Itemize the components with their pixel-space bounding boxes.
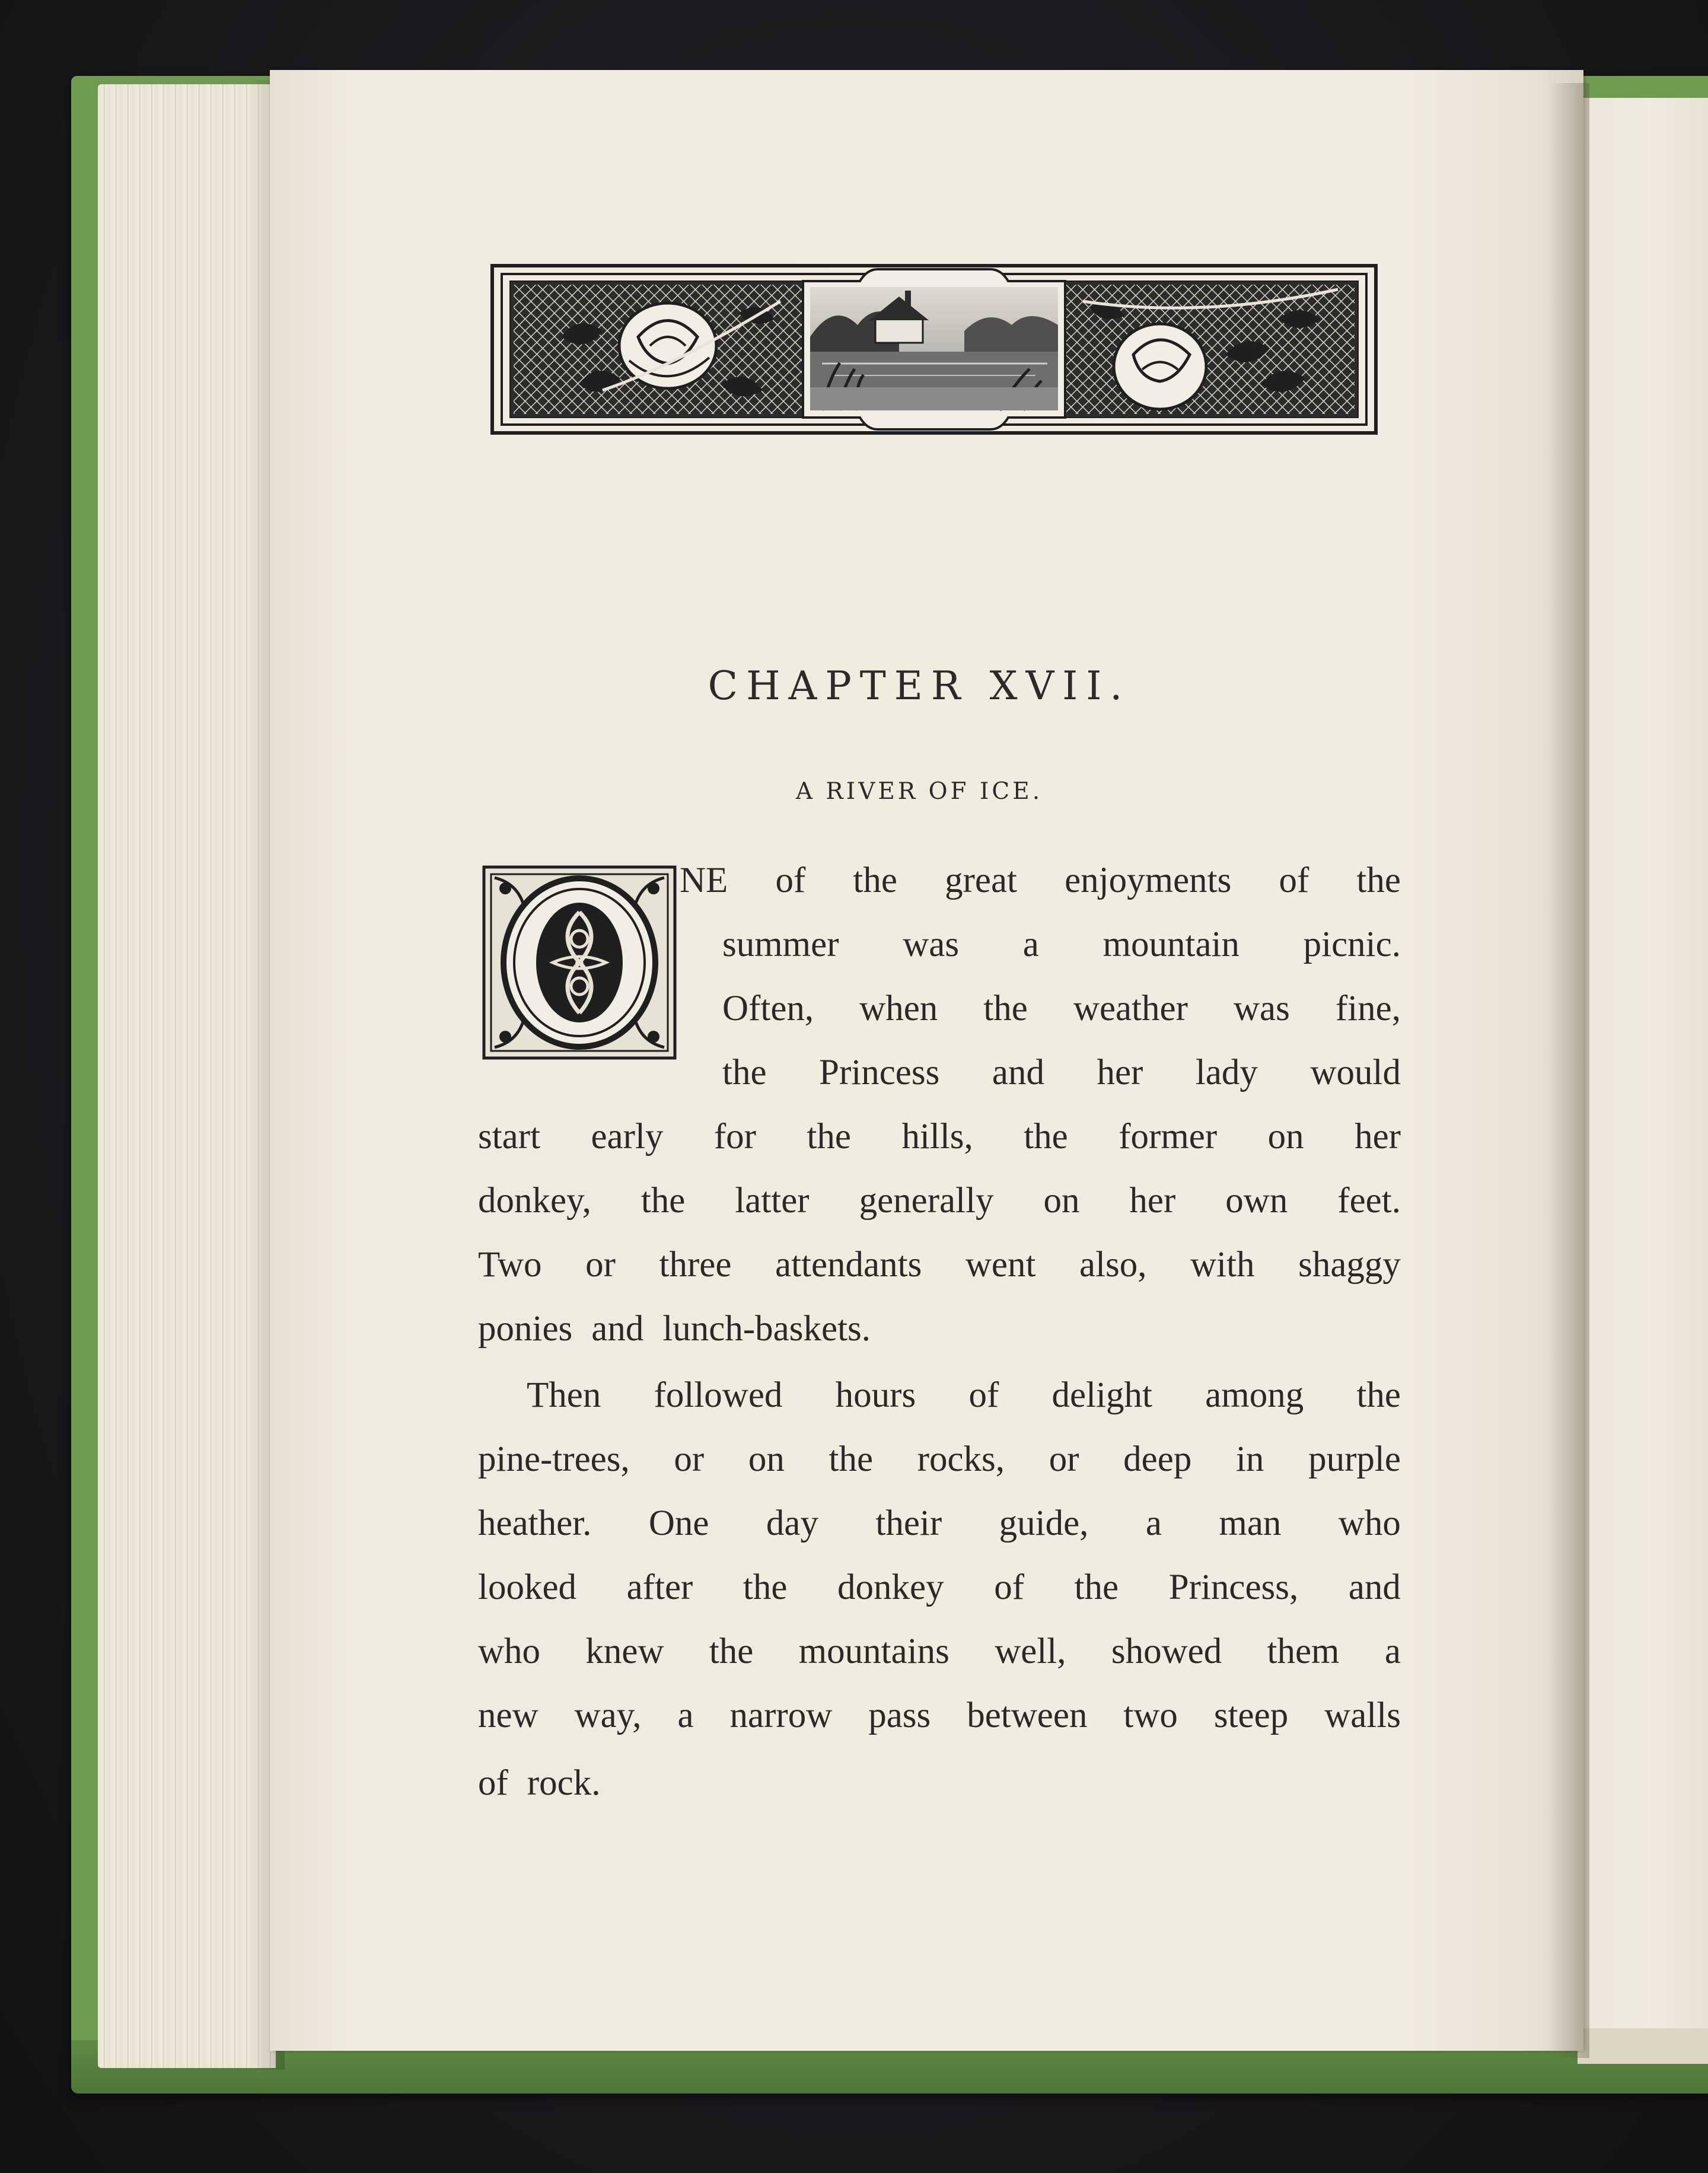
word: showed	[1111, 1632, 1222, 1671]
word: of	[968, 1375, 999, 1415]
drop-cap-initial	[482, 865, 677, 1060]
word: the	[1074, 1567, 1119, 1607]
word: Princess,	[1168, 1567, 1299, 1607]
word: lunch-baskets.	[662, 1309, 871, 1349]
word: donkey	[837, 1567, 944, 1607]
word: followed	[654, 1375, 783, 1415]
word: way,	[574, 1696, 642, 1735]
word: the	[1356, 861, 1401, 900]
word: NE	[680, 861, 728, 900]
word: would	[1310, 1053, 1401, 1092]
word: with	[1190, 1245, 1255, 1285]
word: a	[1022, 925, 1039, 964]
word: of	[478, 1763, 508, 1803]
chapter-subtitle: A RIVER OF ICE.	[795, 778, 1043, 805]
text-line	[478, 1244, 1401, 1292]
text-line	[478, 1439, 1401, 1486]
word: weather	[1073, 989, 1188, 1028]
word: a	[1145, 1503, 1162, 1543]
word: was	[903, 925, 960, 964]
word: generally	[859, 1181, 994, 1221]
word: on	[1267, 1117, 1304, 1156]
word: on	[1043, 1181, 1080, 1221]
word: heather.	[478, 1503, 592, 1543]
word: her	[1129, 1181, 1176, 1221]
word: on	[748, 1439, 785, 1479]
word: early	[591, 1117, 664, 1156]
word: shaggy	[1298, 1245, 1401, 1285]
text-line	[722, 1052, 1401, 1100]
text-line	[478, 1763, 1401, 1810]
word: their	[875, 1503, 942, 1543]
word: of	[775, 861, 806, 900]
word: the	[983, 989, 1028, 1028]
word: them	[1267, 1632, 1340, 1671]
word: delight	[1051, 1375, 1152, 1415]
word: knew	[585, 1632, 664, 1671]
word: the	[709, 1632, 754, 1671]
word: Two	[478, 1245, 542, 1285]
word: the	[853, 861, 897, 900]
page-gutter-shadow	[1548, 83, 1589, 2058]
word: three	[659, 1245, 732, 1285]
word: lady	[1195, 1053, 1258, 1092]
drop-cap-letter: O	[574, 957, 585, 971]
ornamental-headpiece	[490, 248, 1378, 453]
word: and	[1348, 1567, 1401, 1607]
word: rock.	[527, 1763, 601, 1803]
word: hills,	[901, 1117, 973, 1156]
word: deep	[1123, 1439, 1192, 1479]
word: guide,	[999, 1503, 1089, 1543]
word: the	[807, 1117, 851, 1156]
word: and	[992, 1053, 1044, 1092]
word: of	[1279, 861, 1309, 900]
word: attendants	[775, 1245, 922, 1285]
word: went	[965, 1245, 1036, 1285]
word: or	[585, 1245, 616, 1285]
word: narrow	[729, 1696, 833, 1735]
word: ponies	[478, 1309, 573, 1349]
word: and	[591, 1309, 644, 1349]
word: Princess	[819, 1053, 940, 1092]
word: the	[1356, 1375, 1401, 1415]
word: pass	[868, 1696, 931, 1735]
word: who	[1338, 1503, 1401, 1543]
word: her	[1355, 1117, 1401, 1156]
word: or	[1049, 1439, 1079, 1479]
word: summer	[722, 925, 839, 964]
text-line	[478, 1631, 1401, 1678]
word: between	[967, 1696, 1088, 1735]
text-line	[478, 1308, 1401, 1356]
word: latter	[735, 1181, 810, 1221]
word: feet.	[1337, 1181, 1401, 1221]
word: or	[674, 1439, 705, 1479]
word: hours	[835, 1375, 916, 1415]
word: Then	[527, 1375, 601, 1415]
word: walls	[1324, 1696, 1401, 1735]
word: mountains	[798, 1632, 949, 1671]
word: in	[1235, 1439, 1264, 1479]
word: rocks,	[917, 1439, 1005, 1479]
word: day	[766, 1503, 818, 1543]
word: Often,	[722, 989, 814, 1028]
word: mountain	[1102, 925, 1239, 964]
right-page-bottom-edge	[1578, 2028, 1708, 2064]
word: former	[1119, 1117, 1218, 1156]
word: fine,	[1335, 989, 1401, 1028]
word: the	[743, 1567, 788, 1607]
word: a	[677, 1696, 694, 1735]
text-line	[527, 1375, 1401, 1422]
landscape-vignette	[803, 269, 1065, 429]
word: man	[1219, 1503, 1282, 1543]
word: donkey,	[478, 1181, 591, 1221]
text-line	[680, 860, 1401, 907]
word: start	[478, 1117, 541, 1156]
word: of	[994, 1567, 1025, 1607]
word: when	[859, 989, 938, 1028]
text-line	[722, 988, 1401, 1035]
word: after	[626, 1567, 693, 1607]
word: purple	[1308, 1439, 1401, 1479]
word: looked	[478, 1567, 577, 1607]
chapter-title: CHAPTER XVII.	[708, 663, 1131, 709]
word: a	[1384, 1632, 1401, 1671]
word: new	[478, 1696, 538, 1735]
word: the	[640, 1181, 686, 1221]
word: her	[1097, 1053, 1143, 1092]
word: who	[478, 1632, 541, 1671]
word: pine-trees,	[478, 1439, 630, 1479]
text-line	[478, 1567, 1401, 1614]
word: also,	[1079, 1245, 1147, 1285]
word: picnic.	[1303, 925, 1401, 964]
text-line	[478, 1116, 1401, 1164]
word: among	[1205, 1375, 1304, 1415]
word: was	[1233, 989, 1290, 1028]
word: well,	[995, 1632, 1066, 1671]
word: One	[648, 1503, 709, 1543]
word: enjoyments	[1065, 861, 1232, 900]
word: for	[713, 1117, 756, 1156]
word: the	[1024, 1117, 1068, 1156]
word: steep	[1213, 1696, 1289, 1735]
word: the	[828, 1439, 874, 1479]
word: great	[945, 861, 1017, 900]
word: the	[722, 1053, 767, 1092]
text-line	[722, 924, 1401, 971]
text-line	[478, 1503, 1401, 1550]
text-line	[478, 1180, 1401, 1228]
text-line	[478, 1695, 1401, 1742]
word: own	[1225, 1181, 1288, 1221]
word: two	[1123, 1696, 1178, 1735]
